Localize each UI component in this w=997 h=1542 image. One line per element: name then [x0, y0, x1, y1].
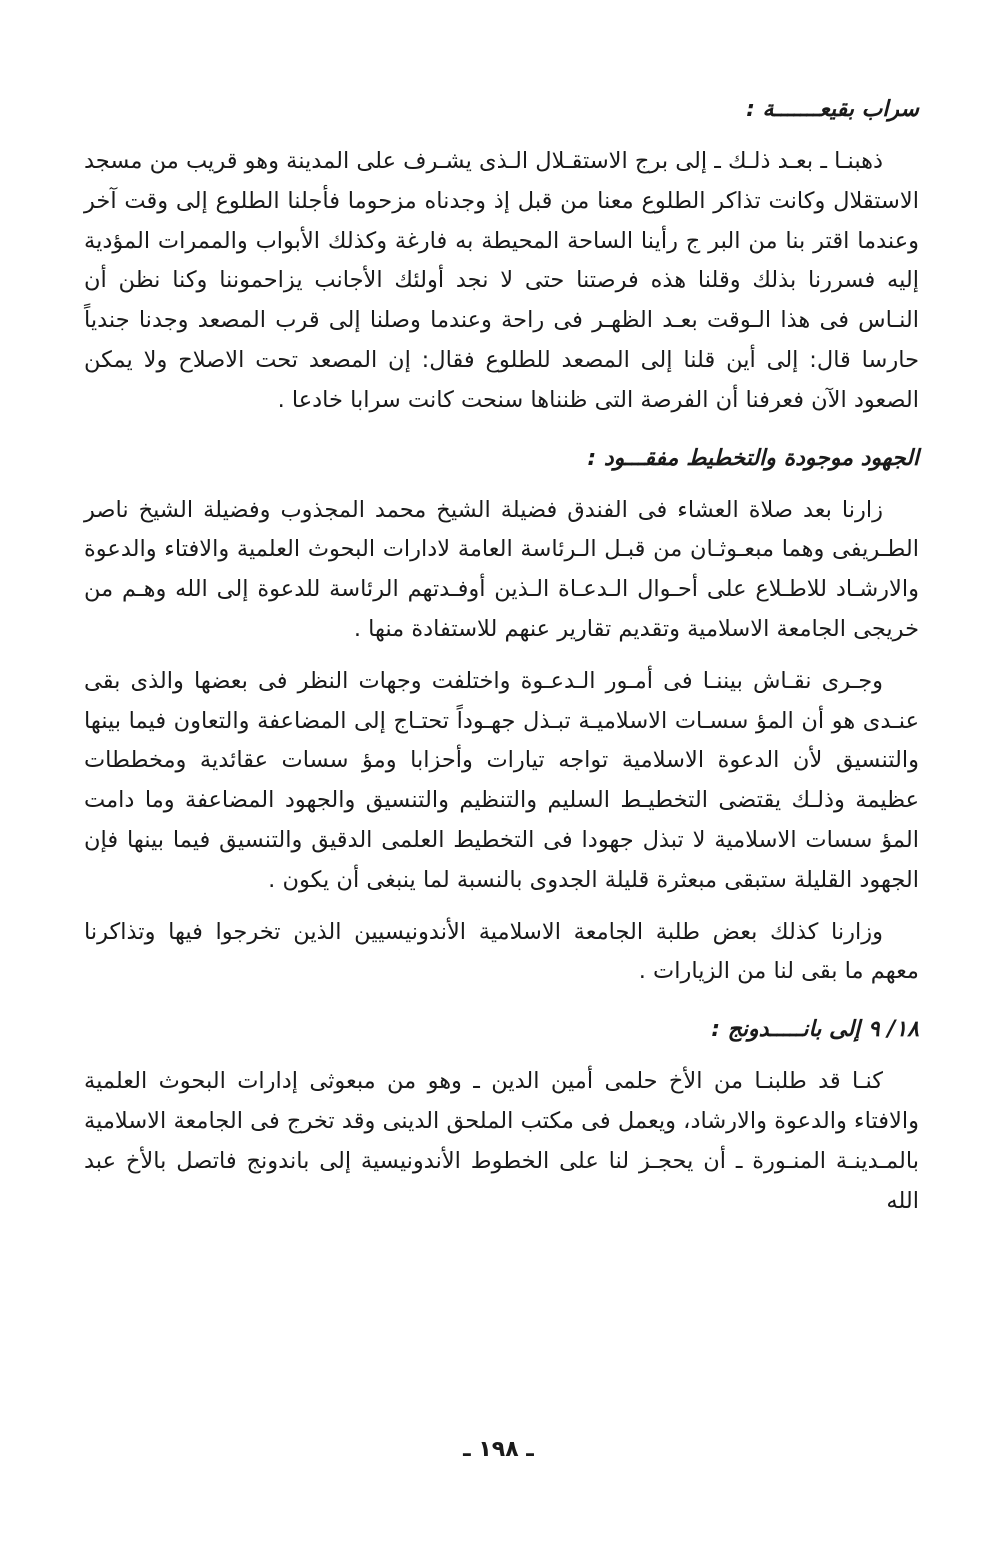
page-body — [84, 92, 919, 1233]
section-heading: سراب بقيعـــــــة : — [746, 97, 919, 122]
section-efforts — [84, 441, 919, 993]
section-heading: الجهود موجودة والتخطيط مفقـــود : — [587, 445, 919, 471]
section-heading: ١٨/ ٩ إلى بانـــــدونج : — [711, 1017, 919, 1043]
paragraph: كنـا قد طلبنـا من الأخ حلمى أمين الدين ـ وهو من مبعوثى إدارات البحوث العلمية والافتاء والدعوة والارشاد، ويعمل فى مكتب الملحق الدينى وقد تخرج فى الجامعة الاسلامية بالمـدينـة المنـورة ـ أن يحجـز لنا على الخطوط الأندونيسية إلى باندونج فاتصل بالأخ عبد الله — [84, 1068, 919, 1214]
section-mirage — [84, 92, 919, 421]
paragraph: وجـرى نقـاش بيننـا فى أمـور الـدعـوة واختلفت وجهات النظر فى بعضها والذى بقى عنـدى هو أن المؤ سسـات الاسلاميـة تبـذل جهـوداً تحتـاج إلى المضاعفة والتعاون فيما بينها والتنسيق لأن الدعوة الاسلامية تواجه تيارات وأحزابا ومؤ سسات عقائدية ومخططات عظيمة وذلـك يقتضى التخطيـط السليم والتنظيم والتنسيق والجهود المضاعفة وما دامت المؤ سسات الاسلامية لا تبذل جهودا فى التخطيط العلمى الدقيق والتنسيق فيما بينها فإن الجهود القليلة ستبقى مبعثرة قليلة الجدوى بالنسبة لما ينبغى أن يكون . — [84, 667, 919, 893]
page-number: ـ ١٩٨ ـ — [463, 1437, 534, 1462]
section-bandung — [84, 1012, 919, 1221]
paragraph: ذهبنـا ـ بعـد ذلـك ـ إلى برج الاستقـلال الـذى يشـرف على المدينة وهو قريب من مسجد الاستقلال وكانت تذاكر الطلوع معنا من قبل إذ وجدناه مزحوما فأجلنا الطلوع إلى وقت آخر وعندما اقتر بنا من البر ج رأينا الساحة المحيطة به فارغة وكذلك الأبواب والممرات المؤدية إليه فسررنا بذلك وقلنا هذه فرصتنا حتى لا نجد أولئك الأجانب يزاحموننا وكنا نظن أن النـاس فى هذا الـوقت بعـد الظهـر فى راحة وعندما وصلنا إلى قرب المصعد وجدنا جندياً حارسا قال: إلى أين قلنا إلى المصعد للطلوع فقال: إن المصعد تحت الاصلاح ولا يمكن الصعود الآن فعرفنا أن الفرصة التى ظنناها سنحت كانت سرابا خادعا . — [84, 148, 919, 413]
paragraph: زارنا بعد صلاة العشاء فى الفندق فضيلة الشيخ محمد المجذوب وفضيلة الشيخ ناصر الطـريفى وهما مبعـوثـان من قبـل الـرئاسة العامة لادارات البحوث العلمية والافتاء والدعوة والارشـاد للاطـلاع على أحـوال الـدعـاة الـذين أوفـدتهم الرئاسة للدعوة إلى الله وهـم من خريجى الجامعة الاسلامية وتقديم تقارير عنهم للاستفادة منها . — [84, 496, 919, 642]
paragraph: وزارنا كذلك بعض طلبة الجامعة الاسلامية الأندونيسيين الذين تخرجوا فيها وتذاكرنا معهم ما بقى لنا من الزيارات . — [84, 918, 919, 985]
